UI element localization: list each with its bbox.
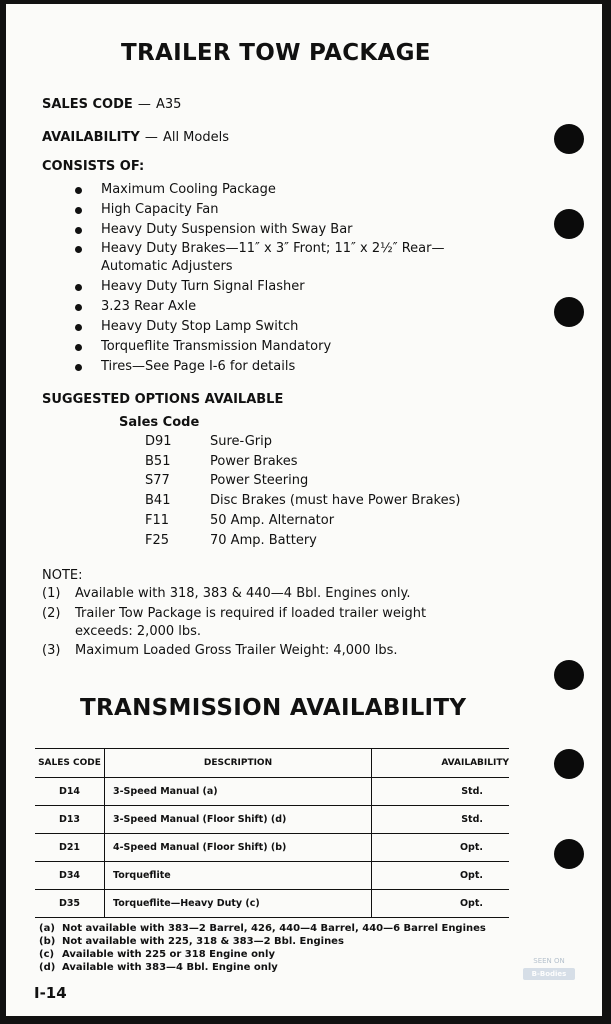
consists-item: Heavy Duty Suspension with Sway Bar xyxy=(101,222,353,237)
page-title: TRAILER TOW PACKAGE xyxy=(121,40,431,66)
watermark-brand: B-Bodies xyxy=(523,968,575,980)
col-header-description: DESCRIPTION xyxy=(105,749,372,778)
cell-availability: Opt. xyxy=(372,862,510,890)
availability-sep: — xyxy=(144,130,158,145)
cell-description: 3-Speed Manual (Floor Shift) (d) xyxy=(105,806,372,834)
footnote-text: Not available with 383—2 Barrel, 426, 440—4 Barrel, 440—6 Barrel Engines xyxy=(62,923,486,934)
availability-label: AVAILABILITY xyxy=(42,130,140,145)
cell-availability: Opt. xyxy=(372,834,510,862)
table-row xyxy=(35,862,509,890)
option-code: S77 xyxy=(145,473,170,488)
cell-description: 3-Speed Manual (a) xyxy=(105,778,372,806)
footnote-text: Available with 225 or 318 Engine only xyxy=(62,949,275,960)
options-code-header: Sales Code xyxy=(119,415,200,430)
option-code: F25 xyxy=(145,533,170,548)
bullet xyxy=(75,324,82,331)
bullet xyxy=(75,187,82,194)
consists-item: Maximum Cooling Package xyxy=(101,182,276,197)
note-text: Maximum Loaded Gross Trailer Weight: 4,000 lbs. xyxy=(75,643,398,658)
cell-code: D21 xyxy=(35,834,105,862)
consists-label: CONSISTS OF: xyxy=(42,159,145,174)
transmission-table xyxy=(35,748,509,918)
binder-hole xyxy=(554,297,584,327)
cell-code: D13 xyxy=(35,806,105,834)
note-text: Trailer Tow Package is required if loaded trailer weight xyxy=(75,606,427,621)
transmission-title: TRANSMISSION AVAILABILITY xyxy=(80,695,467,721)
consists-item: 3.23 Rear Axle xyxy=(101,299,197,314)
binder-hole xyxy=(554,660,584,690)
note-label: NOTE: xyxy=(42,568,83,583)
bullet xyxy=(75,304,82,311)
table-header-row xyxy=(35,749,509,778)
option-desc: Disc Brakes (must have Power Brakes) xyxy=(210,493,461,508)
binder-hole xyxy=(554,749,584,779)
footnote-text: Available with 383—4 Bbl. Engine only xyxy=(62,962,278,973)
bullet xyxy=(75,344,82,351)
cell-description: Torqueflite—Heavy Duty (c) xyxy=(105,890,372,918)
consists-item: Tires—See Page I-6 for details xyxy=(101,359,296,374)
bullet xyxy=(75,284,82,291)
cell-code: D35 xyxy=(35,890,105,918)
consists-item: Torqueflite Transmission Mandatory xyxy=(101,339,332,354)
option-code: B51 xyxy=(145,454,171,469)
cell-description: 4-Speed Manual (Floor Shift) (b) xyxy=(105,834,372,862)
footnote-key: (c) xyxy=(39,949,55,960)
col-header-sales-code: SALES CODE xyxy=(35,749,105,778)
binder-hole xyxy=(554,124,584,154)
availability-line xyxy=(42,126,229,145)
option-code: D91 xyxy=(145,434,172,449)
watermark-top: SEEN ON xyxy=(533,957,565,965)
footnote-text: Not available with 225, 318 & 383—2 Bbl. Engines xyxy=(62,936,344,947)
option-desc: 70 Amp. Battery xyxy=(210,533,317,548)
binder-hole xyxy=(554,209,584,239)
footnote-key: (b) xyxy=(39,936,56,947)
bullet xyxy=(75,246,82,253)
footnote-key: (d) xyxy=(39,962,56,973)
note-number: (3) xyxy=(42,643,61,658)
option-desc: Sure-Grip xyxy=(210,434,272,449)
table-row xyxy=(35,778,509,806)
option-desc: 50 Amp. Alternator xyxy=(210,513,335,528)
table-row xyxy=(35,834,509,862)
cell-description: Torqueflite xyxy=(105,862,372,890)
bullet xyxy=(75,207,82,214)
option-desc: Power Brakes xyxy=(210,454,298,469)
options-label: SUGGESTED OPTIONS AVAILABLE xyxy=(42,392,284,407)
sales-code-sep: — xyxy=(137,97,151,112)
availability-value: All Models xyxy=(162,130,229,145)
cell-availability: Opt. xyxy=(372,890,510,918)
cell-code: D14 xyxy=(35,778,105,806)
bullet xyxy=(75,227,82,234)
page-number: I-14 xyxy=(34,984,67,1002)
note-number: (1) xyxy=(42,586,61,601)
consists-item: Heavy Duty Brakes—11″ x 3″ Front; 11″ x 2½″ Rear— xyxy=(101,241,445,256)
option-code: F11 xyxy=(145,513,170,528)
option-desc: Power Steering xyxy=(210,473,309,488)
watermark-logo xyxy=(523,957,575,987)
consists-item: High Capacity Fan xyxy=(101,202,219,217)
consists-item: Heavy Duty Turn Signal Flasher xyxy=(101,279,305,294)
col-header-availability: AVAILABILITY xyxy=(372,749,510,778)
table-row xyxy=(35,890,509,918)
cell-availability: Std. xyxy=(372,806,510,834)
option-code: B41 xyxy=(145,493,171,508)
consists-item: Heavy Duty Stop Lamp Switch xyxy=(101,319,299,334)
sales-code-label: SALES CODE xyxy=(42,97,133,112)
note-text-continued: exceeds: 2,000 lbs. xyxy=(75,624,202,639)
cell-code: D34 xyxy=(35,862,105,890)
bullet xyxy=(75,364,82,371)
table-row xyxy=(35,806,509,834)
cell-availability: Std. xyxy=(372,778,510,806)
consists-item-continued: Automatic Adjusters xyxy=(101,259,233,274)
binder-hole xyxy=(554,839,584,869)
note-text: Available with 318, 383 & 440—4 Bbl. Engines only. xyxy=(75,586,411,601)
note-number: (2) xyxy=(42,606,61,621)
sales-code-line xyxy=(42,93,181,112)
footnote-key: (a) xyxy=(39,923,55,934)
sales-code-value: A35 xyxy=(155,97,182,112)
